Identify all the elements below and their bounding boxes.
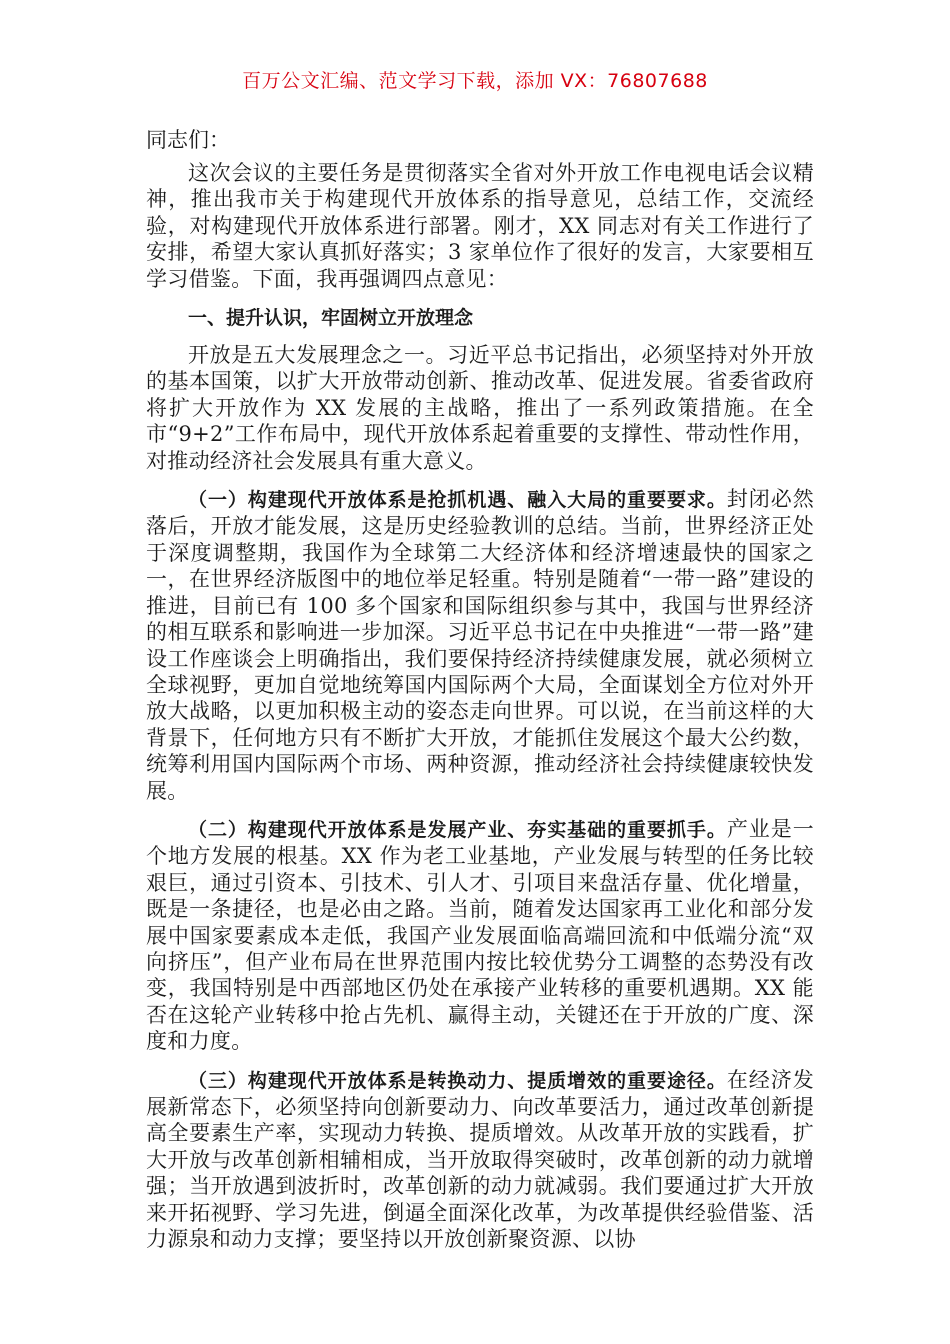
section-1-title: 一、提升认识，牢固树立开放理念 — [188, 307, 474, 330]
point-3-paragraph — [146, 1067, 814, 1253]
intro-paragraph: 这次会议的主要任务是贯彻落实全省对外开放工作电视电话会议精神，推出我市关于构建现代开放体系的指导意见，总结工作，交流经验，对构建现代开放体系进行部署。刚才，XX 同志对有关工作进行了安排，希望大家认真抓好落实；3 家单位作了很好的发言，大家要相互学习借鉴。下面，我再强调四点意见： — [146, 161, 814, 291]
point-3-body: 在经济发展新常态下，必须坚持向创新要动力、向改革要活力，通过改革创新提高全要素生产率，实现动力转换、提质增效。从改革开放的实践看，扩大开放与改革创新相辅相成，当开放取得突破时，改革创新的动力就增强；当开放遇到波折时，改革创新的动力就减弱。我们要通过扩大开放来开拓视野、学习先进，倒逼全面深化改革，为改革提供经验借鉴、活力源泉和动力支撑；要坚持以开放创新聚资源、以协 — [146, 1067, 814, 1252]
point-1-paragraph — [146, 486, 814, 804]
point-2-body: 产业是一个地方发展的根基。XX 作为老工业基地，产业发展与转型的任务比较艰巨，通过引资本、引技术、引人才、引项目来盘活存量、优化增量，既是一条捷径，也是必由之路。当前，随着发达国家再工业化和部分发展中国家要素成本走低，我国产业发展面临高端回流和中低端分流“双向挤压”，但产业布局在世界范围内按比较优势分工调整的态势没有改变，我国特别是中西部地区仍处在承接产业转移的重要机遇期。XX 能否在这轮产业转移中抢占先机、赢得主动，关键还在于开放的广度、深度和力度。 — [146, 816, 814, 1054]
point-1-lead: （一）构建现代开放体系是抢抓机遇、融入大局的重要要求。 — [188, 489, 727, 512]
point-1-body: 封闭必然落后，开放才能发展，这是历史经验教训的总结。当前，世界经济正处于深度调整期，我国作为全球第二大经济体和经济增速最快的国家之一，在世界经济版图中的地位举足轻重。特别是随着“一带一路”建设的推进，目前已有 100 多个国家和国际组织参与其中，我国与世界经济的相互联系和影响进一步加深。习近平总书记在中央推进“一带一路”建设工作座谈会上明确指出，我们要保持经济持续健康发展，就必须树立全球视野，更加自觉地统筹国内国际两个大局，全面谋划全方位对外开放大战略，以更加积极主动的姿态走向世界。可以说，在当前这样的大背景下，任何地方只有不断扩大开放，才能抓住发展这个最大公约数，统筹利用国内国际两个市场、两种资源，推动经济社会持续健康较快发展。 — [146, 487, 814, 803]
watermark-header: 百万公文汇编、范文学习下载，添加 VX：76807688 — [242, 70, 708, 92]
point-3-lead: （三）构建现代开放体系是转换动力、提质增效的重要途径。 — [188, 1069, 727, 1092]
document-body — [146, 126, 814, 1264]
section-1-paragraph: 开放是五大发展理念之一。习近平总书记指出，必须坚持对外开放的基本国策，以扩大开放带动创新、推动改革、促进发展。省委省政府将扩大开放作为 XX 发展的主战略，推出了一系列政策措施。在全市“9+2”工作布局中，现代开放体系起着重要的支撑性、带动性作用，对推动经济社会发展具有重大意义。 — [146, 343, 814, 473]
point-2-paragraph — [146, 816, 814, 1055]
salutation: 同志们： — [146, 128, 230, 152]
point-2-lead: （二）构建现代开放体系是发展产业、夯实基础的重要抓手。 — [188, 818, 727, 841]
